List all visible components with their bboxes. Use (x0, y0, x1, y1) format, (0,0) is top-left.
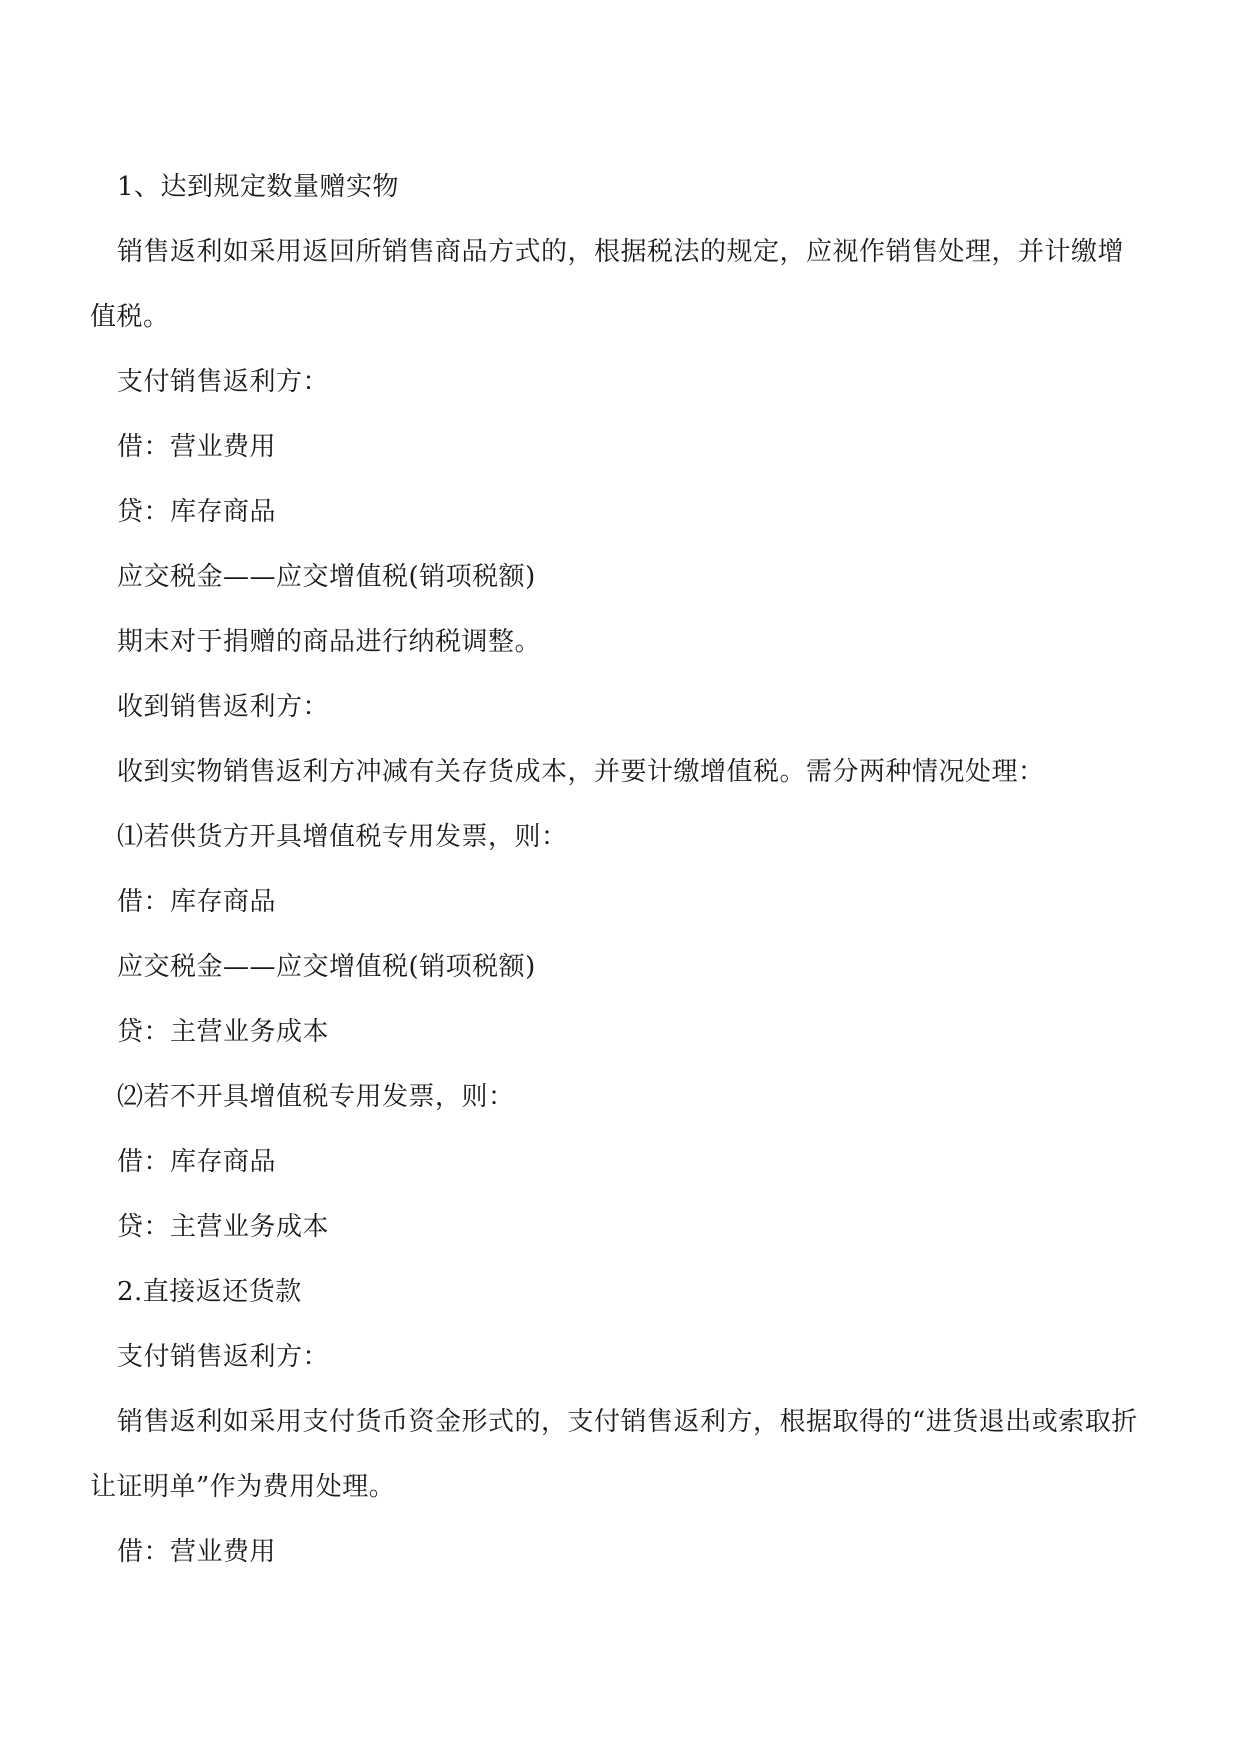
journal-entry-line: 借：库存商品 (117, 1147, 277, 1177)
paragraph: 收到销售返利方： (117, 692, 330, 722)
journal-entry-line: 应交税金——应交增值税(销项税额) (117, 562, 536, 592)
paragraph: 期末对于捐赠的商品进行纳税调整。 (117, 627, 542, 657)
paragraph: ⑵若不开具增值税专用发票，则： (117, 1082, 515, 1112)
paragraph: 销售返利如采用返回所销售商品方式的，根据税法的规定，应视作销售处理，并计缴增值税。 (90, 237, 1125, 332)
journal-entry-line: 借：库存商品 (117, 887, 277, 917)
paragraph: 收到实物销售返利方冲减有关存货成本，并要计缴增值税。需分两种情况处理： (117, 757, 1045, 787)
journal-entry-line: 贷：库存商品 (117, 497, 277, 527)
paragraph: 支付销售返利方： (117, 1342, 330, 1372)
journal-entry-line: 借：营业费用 (117, 432, 277, 462)
journal-entry-line: 贷：主营业务成本 (117, 1017, 330, 1047)
journal-entry-line: 应交税金——应交增值税(销项税额) (117, 952, 536, 982)
document-body (90, 155, 1150, 1585)
paragraph: 销售返利如采用支付货币资金形式的，支付销售返利方，根据取得的“进货退出或索取折让证明单”作为费用处理。 (90, 1407, 1138, 1502)
section-heading-2: 2.直接返还货款 (117, 1277, 302, 1307)
paragraph: ⑴若供货方开具增值税专用发票，则： (117, 822, 568, 852)
journal-entry-line: 借：营业费用 (117, 1537, 277, 1567)
section-heading-1: 1、达到规定数量赠实物 (117, 172, 400, 202)
paragraph: 支付销售返利方： (117, 367, 330, 397)
journal-entry-line: 贷：主营业务成本 (117, 1212, 330, 1242)
